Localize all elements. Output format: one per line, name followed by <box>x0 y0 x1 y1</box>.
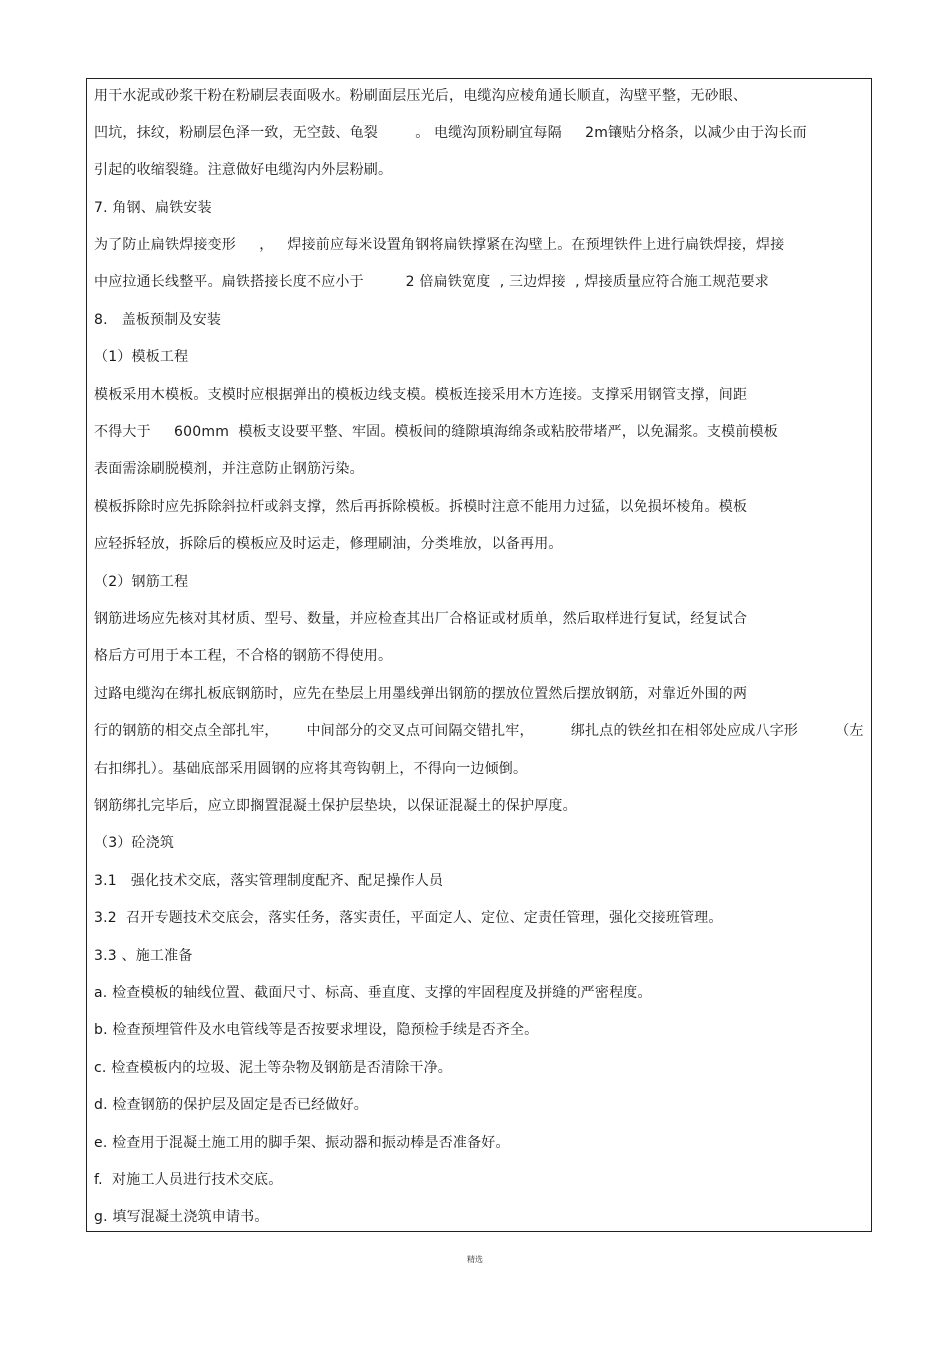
text-line: 凹坑，抹纹，粉刷层色泽一致，无空鼓、龟裂 。 电缆沟顶粉刷宜每隔 2m镶贴分格条，以减少由于沟长而 <box>94 125 807 141</box>
text-line: 格后方可用于本工程，不合格的钢筋不得使用。 <box>94 648 393 664</box>
text-line: 应轻拆轻放，拆除后的模板应及时运走，修理刷油，分类堆放，以备再用。 <box>94 536 563 552</box>
text-line: 表面需涂刷脱模剂，并注意防止钢筋污染。 <box>94 461 364 477</box>
text-line: 钢筋进场应先核对其材质、型号、数量，并应检查其出厂合格证或材质单，然后取样进行复试，经复试合 <box>94 611 748 627</box>
list-item: f. 对施工人员进行技术交底。 <box>94 1172 283 1188</box>
text-line: 引起的收缩裂缝。注意做好电缆沟内外层粉刷。 <box>94 162 393 178</box>
text-line: 3.2 召开专题技术交底会，落实任务，落实责任，平面定人、定位、定责任管理，强化交接班管理。 <box>94 910 723 926</box>
text-line: 模板拆除时应先拆除斜拉杆或斜支撑，然后再拆除模板。拆模时注意不能用力过猛，以免损坏棱角。模板 <box>94 499 748 515</box>
text-line: 不得大于 600mm 模板支设要平整、牢固。模板间的缝隙填海绵条或粘胶带堵严，以免漏浆。支模前模板 <box>94 424 778 440</box>
list-item: c. 检查模板内的垃圾、泥土等杂物及钢筋是否清除干净。 <box>94 1060 452 1076</box>
text-line: 用干水泥或砂浆干粉在粉刷层表面吸水。粉刷面层压光后，电缆沟应棱角通长顺直，沟壁平整，无砂眼、 <box>94 88 748 104</box>
section-heading: 8. 盖板预制及安装 <box>94 312 222 328</box>
text-line: 3.3 、施工准备 <box>94 948 193 964</box>
list-item: b. 检查预埋管件及水电管线等是否按要求埋设，隐预检手续是否齐全。 <box>94 1022 539 1038</box>
text-line: 中应拉通长线整平。扁铁搭接长度不应小于 2 倍扁铁宽度 , 三边焊接 , 焊接质量应符合施工规范要求 <box>94 274 770 290</box>
text-line: 为了防止扁铁焊接变形 ， 焊接前应每米设置角钢将扁铁撑紧在沟壁上。在预埋铁件上进行扁铁焊接，焊接 <box>94 237 785 253</box>
text-line: 右扣绑扎）。基础底部采用圆钢的应将其弯钩朝上，不得向一边倾倒。 <box>94 761 528 777</box>
section-heading: 7. 角钢、扁铁安装 <box>94 200 212 216</box>
text-line: 过路电缆沟在绑扎板底钢筋时，应先在垫层上用墨线弹出钢筋的摆放位置然后摆放钢筋，对靠近外围的两 <box>94 686 748 702</box>
text-line: 模板采用木模板。支模时应根据弹出的模板边线支模。模板连接采用木方连接。支撑采用钢管支撑，间距 <box>94 387 748 403</box>
subsection-heading: （1）模板工程 <box>94 349 189 365</box>
text-line: 钢筋绑扎完毕后，应立即搁置混凝土保护层垫块，以保证混凝土的保护厚度。 <box>94 798 577 814</box>
list-item: a. 检查模板的轴线位置、截面尺寸、标高、垂直度、支撑的牢固程度及拼缝的严密程度。 <box>94 985 652 1001</box>
list-item: e. 检查用于混凝土施工用的脚手架、振动器和振动棒是否准备好。 <box>94 1135 510 1151</box>
page-footer: 精选 <box>467 1255 483 1264</box>
text-line: 3.1 强化技术交底，落实管理制度配齐、配足操作人员 <box>94 873 444 889</box>
subsection-heading: （2）钢筋工程 <box>94 574 189 590</box>
text-line: 行的钢筋的相交点全部扎牢， 中间部分的交叉点可间隔交错扎牢， 绑扎点的铁丝扣在相邻处应成八字形 （左 <box>94 723 864 739</box>
list-item: g. 填写混凝土浇筑申请书。 <box>94 1209 269 1225</box>
subsection-heading: （3）砼浇筑 <box>94 835 175 851</box>
list-item: d. 检查钢筋的保护层及固定是否已经做好。 <box>94 1097 368 1113</box>
